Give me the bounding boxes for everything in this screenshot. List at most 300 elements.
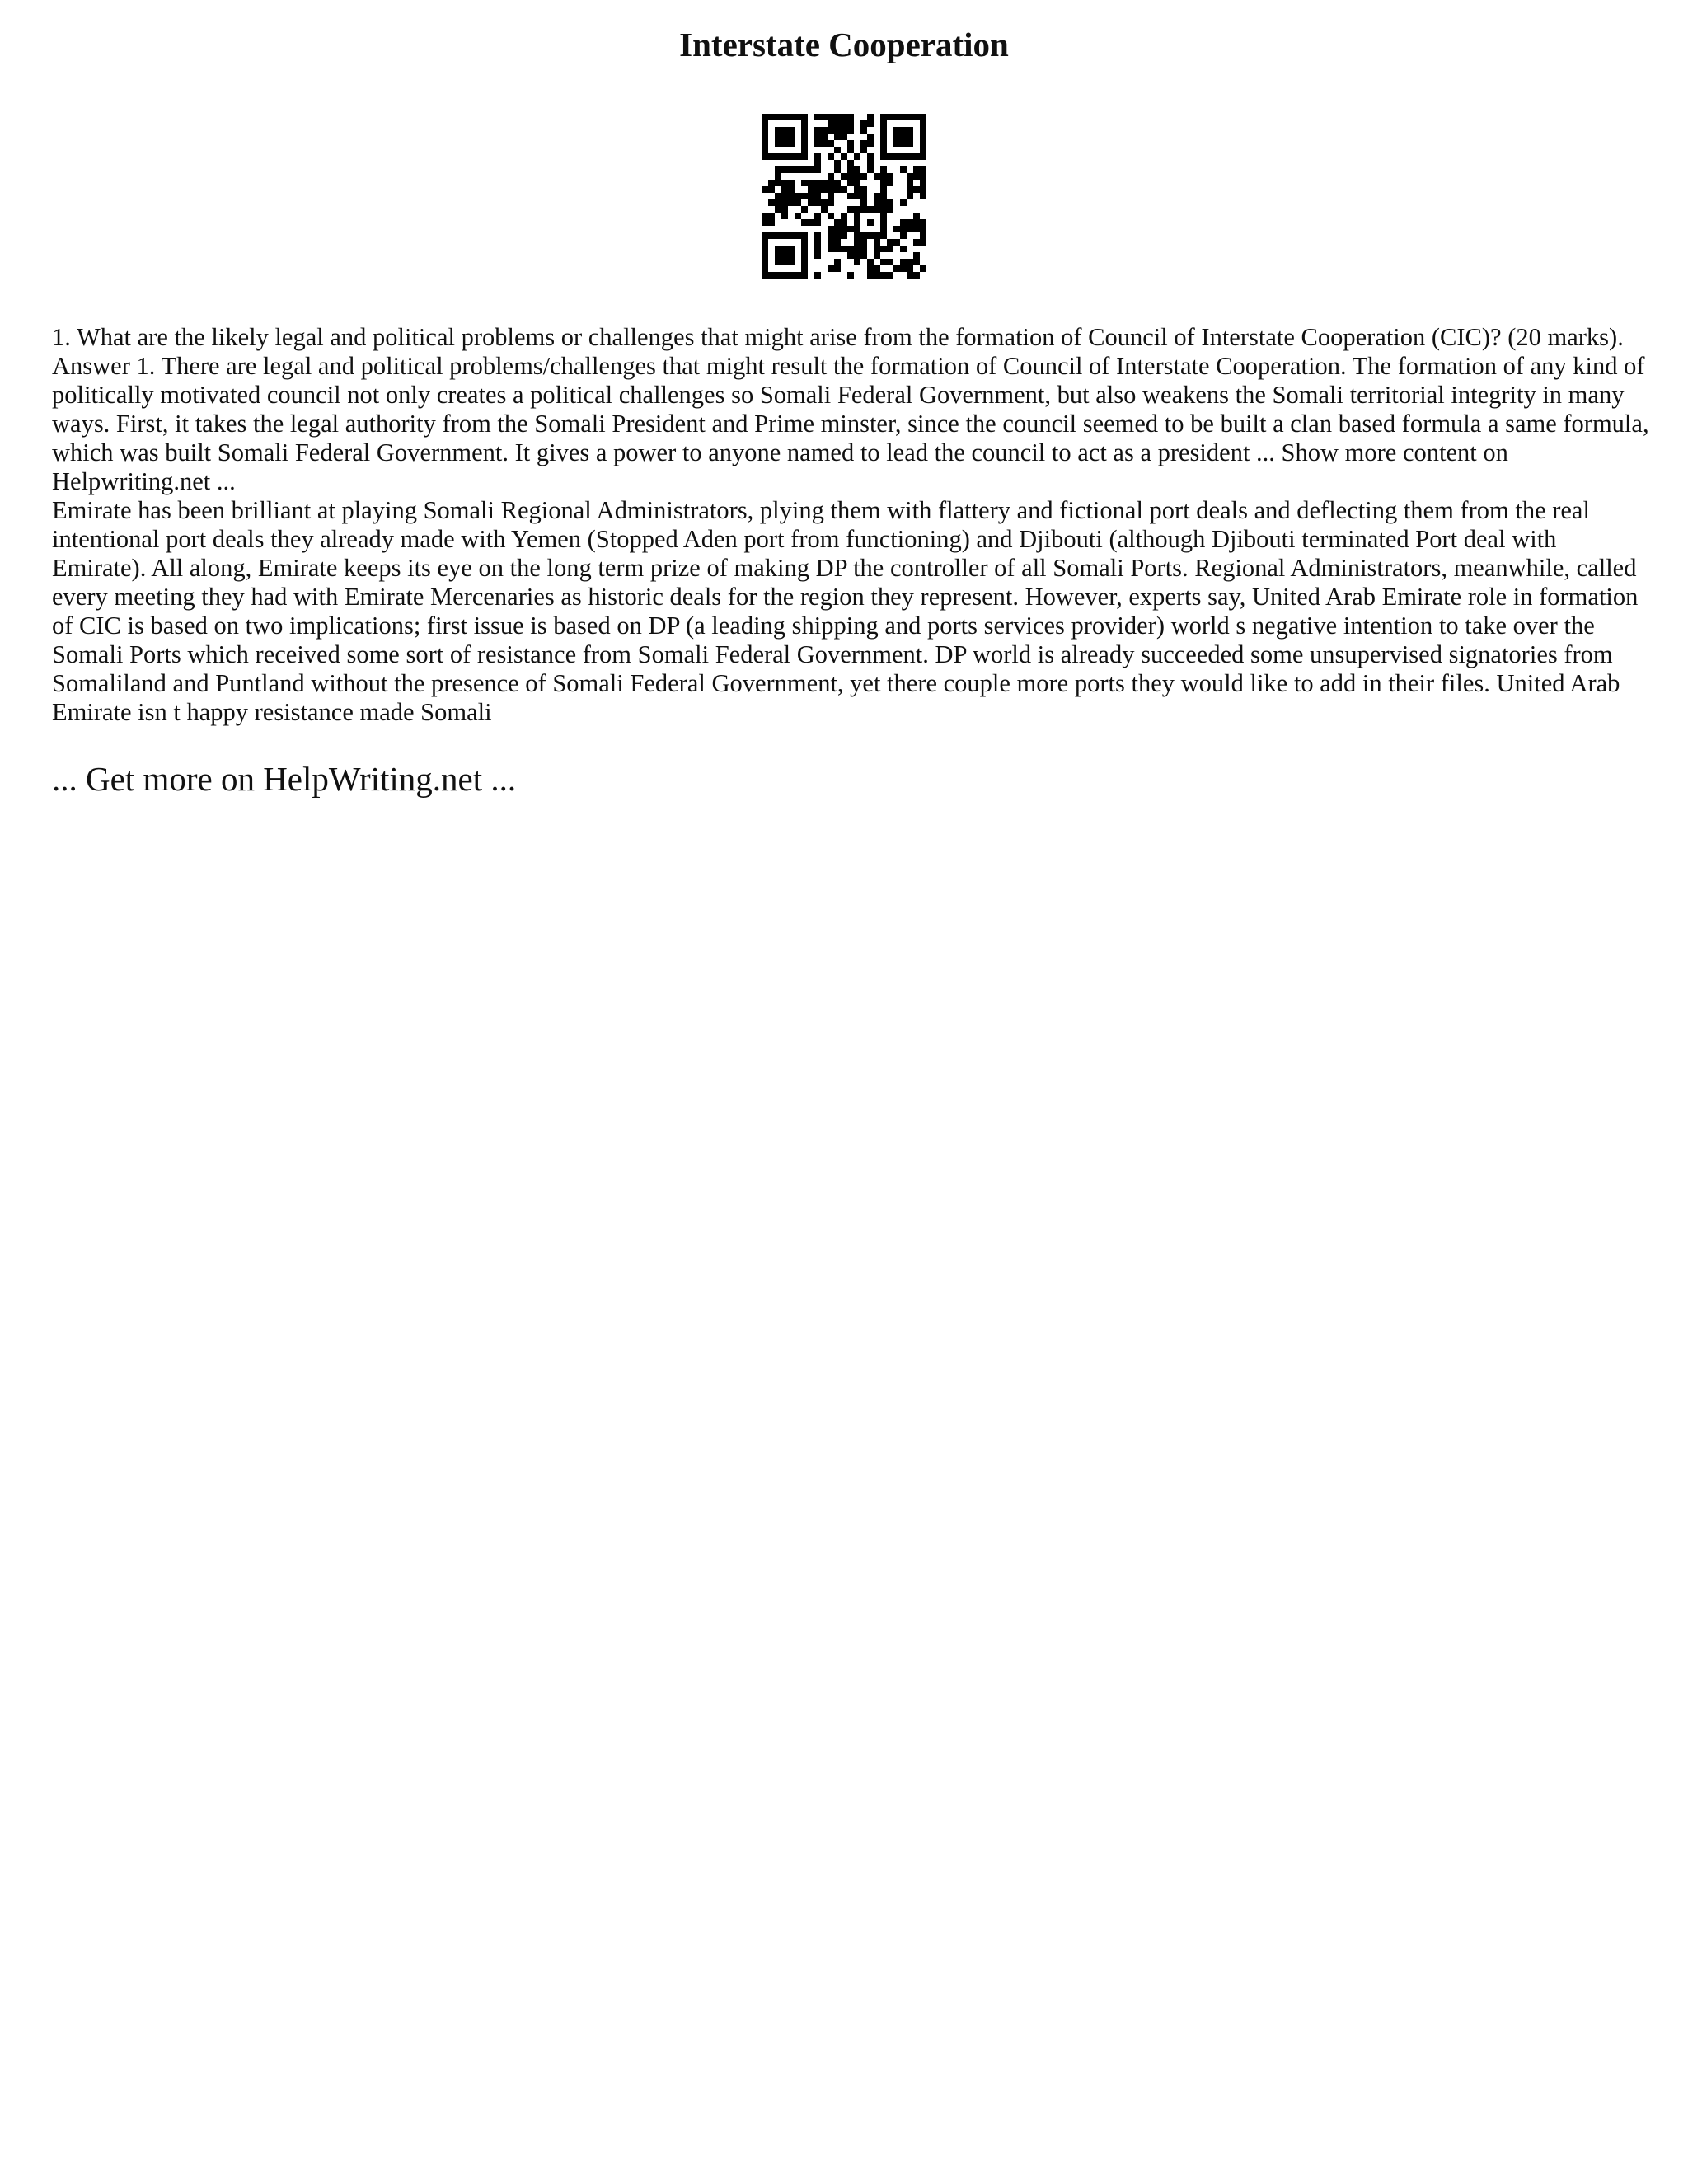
qr-module (874, 206, 880, 213)
qr-module (788, 186, 795, 193)
qr-module (768, 219, 775, 226)
qr-module (801, 265, 808, 272)
qr-module (867, 232, 874, 239)
qr-module (920, 147, 926, 153)
qr-module (795, 232, 801, 239)
qr-module (847, 120, 854, 127)
qr-module (867, 206, 874, 213)
qr-module (828, 232, 834, 239)
qr-module (880, 166, 887, 173)
qr-module (887, 272, 893, 279)
qr-module (874, 193, 880, 199)
qr-module (814, 160, 821, 166)
qr-module (788, 193, 795, 199)
qr-module (801, 206, 808, 213)
qr-module (854, 186, 860, 193)
qr-module (775, 232, 781, 239)
qr-module (821, 127, 828, 134)
qr-module (762, 265, 768, 272)
qr-module (795, 272, 801, 279)
qr-module (828, 180, 834, 186)
qr-module (854, 193, 860, 199)
qr-module (913, 213, 920, 219)
qr-module (900, 166, 907, 173)
qr-module (801, 259, 808, 265)
qr-module (920, 180, 926, 186)
qr-module (880, 114, 887, 120)
qr-module (867, 219, 874, 226)
qr-module (814, 239, 821, 246)
qr-module (814, 246, 821, 252)
qr-module (854, 166, 860, 173)
qr-module (887, 180, 893, 186)
qr-module (887, 206, 893, 213)
qr-module (781, 206, 788, 213)
qr-module (841, 153, 847, 160)
qr-module (847, 140, 854, 147)
qr-module (913, 252, 920, 259)
qr-module (814, 140, 821, 147)
qr-module (867, 166, 874, 173)
qr-module (781, 252, 788, 259)
qr-module (874, 239, 880, 246)
qr-module (913, 186, 920, 193)
qr-module (762, 127, 768, 134)
qr-module (920, 219, 926, 226)
qr-module (847, 114, 854, 120)
qr-module (788, 180, 795, 186)
qr-module (775, 153, 781, 160)
qr-module (880, 147, 887, 153)
qr-module (828, 199, 834, 206)
qr-module (781, 232, 788, 239)
qr-module (795, 114, 801, 120)
qr-module (768, 114, 775, 120)
qr-module (834, 239, 841, 246)
qr-module (900, 134, 907, 140)
qr-module (781, 140, 788, 147)
qr-module (762, 153, 768, 160)
qr-module (900, 232, 907, 239)
qr-module (874, 272, 880, 279)
qr-module (847, 173, 854, 180)
qr-module (788, 166, 795, 173)
qr-module (762, 120, 768, 127)
qr-module (775, 173, 781, 180)
qr-module (828, 140, 834, 147)
qr-module (907, 173, 913, 180)
qr-module (860, 246, 867, 252)
qr-module (834, 166, 841, 173)
qr-module (788, 114, 795, 120)
qr-module (913, 219, 920, 226)
qr-module (854, 206, 860, 213)
qr-module (880, 199, 887, 206)
qr-module (900, 226, 907, 232)
qr-module (900, 246, 907, 252)
qr-module (854, 219, 860, 226)
qr-module (834, 180, 841, 186)
qr-module (887, 239, 893, 246)
qr-module (834, 134, 841, 140)
qr-module (847, 206, 854, 213)
qr-module (847, 246, 854, 252)
qr-module (854, 226, 860, 232)
qr-module (874, 199, 880, 206)
qr-module (880, 246, 887, 252)
qr-module (880, 153, 887, 160)
qr-module (847, 147, 854, 153)
qr-module (808, 166, 814, 173)
qr-module (907, 265, 913, 272)
qr-module (775, 180, 781, 186)
qr-module (834, 259, 841, 265)
qr-module (893, 140, 900, 147)
qr-module (841, 114, 847, 120)
qr-module (781, 193, 788, 199)
qr-module (860, 252, 867, 259)
qr-module (880, 206, 887, 213)
qr-module (867, 114, 874, 120)
qr-code-icon (762, 114, 926, 279)
qr-module (814, 127, 821, 134)
qr-module (860, 193, 867, 199)
qr-module (860, 232, 867, 239)
qr-module (781, 259, 788, 265)
qr-module (828, 186, 834, 193)
qr-module (860, 206, 867, 213)
qr-module (801, 239, 808, 246)
qr-module (913, 166, 920, 173)
qr-module (814, 213, 821, 219)
qr-module (920, 153, 926, 160)
qr-module (801, 193, 808, 199)
qr-module (828, 246, 834, 252)
qr-module (893, 265, 900, 272)
qr-module (821, 206, 828, 213)
qr-module (874, 246, 880, 252)
qr-module (768, 153, 775, 160)
qr-module (762, 259, 768, 265)
qr-module (854, 239, 860, 246)
qr-module (814, 199, 821, 206)
qr-module (913, 239, 920, 246)
qr-module (795, 153, 801, 160)
qr-module (834, 232, 841, 239)
qr-module (788, 259, 795, 265)
qr-module (814, 186, 821, 193)
qr-module (821, 134, 828, 140)
qr-module (880, 120, 887, 127)
qr-module (821, 199, 828, 206)
qr-module (775, 206, 781, 213)
qr-module (854, 173, 860, 180)
qr-module (762, 239, 768, 246)
qr-module (900, 265, 907, 272)
qr-module (887, 199, 893, 206)
qr-module (768, 272, 775, 279)
qr-module (808, 180, 814, 186)
qr-module (841, 120, 847, 127)
qr-module (788, 272, 795, 279)
qr-module (828, 127, 834, 134)
qr-module (801, 180, 808, 186)
qr-module (814, 252, 821, 259)
qr-module (860, 147, 867, 153)
qr-module (847, 226, 854, 232)
qr-module (788, 153, 795, 160)
qr-module (762, 219, 768, 226)
qr-module (834, 219, 841, 226)
qr-module (795, 166, 801, 173)
qr-module (801, 246, 808, 252)
qr-module (828, 239, 834, 246)
qr-module (907, 153, 913, 160)
qr-module (821, 186, 828, 193)
qr-module (834, 265, 841, 272)
qr-module (775, 193, 781, 199)
qr-module (775, 127, 781, 134)
qr-module (814, 134, 821, 140)
qr-module (867, 134, 874, 140)
qr-module (893, 153, 900, 160)
qr-module (801, 153, 808, 160)
qr-module (801, 127, 808, 134)
qr-module (841, 127, 847, 134)
qr-module (854, 252, 860, 259)
qr-module (814, 180, 821, 186)
qr-module (900, 114, 907, 120)
qr-module (762, 252, 768, 259)
qr-module (781, 127, 788, 134)
qr-module (828, 173, 834, 180)
qr-module (867, 153, 874, 160)
qr-module (814, 114, 821, 120)
qr-module (762, 114, 768, 120)
qr-module (880, 186, 887, 193)
qr-module (821, 140, 828, 147)
qr-module (900, 199, 907, 206)
qr-module (920, 134, 926, 140)
qr-module (828, 265, 834, 272)
qr-module (814, 232, 821, 239)
qr-module (808, 193, 814, 199)
qr-module (913, 153, 920, 160)
qr-module (768, 232, 775, 239)
qr-module (913, 173, 920, 180)
qr-module (907, 140, 913, 147)
qr-module (860, 140, 867, 147)
qr-module (775, 259, 781, 265)
qr-module (768, 186, 775, 193)
qr-module (801, 166, 808, 173)
qr-module (854, 246, 860, 252)
qr-module (828, 193, 834, 199)
qr-module (828, 114, 834, 120)
qr-module (788, 134, 795, 140)
qr-module (801, 272, 808, 279)
qr-module (874, 232, 880, 239)
qr-module (768, 199, 775, 206)
qr-module (768, 213, 775, 219)
qr-module (841, 134, 847, 140)
qr-module (913, 259, 920, 265)
qr-module (867, 265, 874, 272)
qr-module (781, 272, 788, 279)
qr-module (907, 219, 913, 226)
qr-module (893, 239, 900, 246)
qr-module (788, 140, 795, 147)
qr-module (781, 186, 788, 193)
qr-module (801, 232, 808, 239)
qr-module (814, 153, 821, 160)
qr-module (808, 199, 814, 206)
qr-module (847, 180, 854, 186)
qr-module (860, 186, 867, 193)
qr-module (788, 199, 795, 206)
qr-module (854, 213, 860, 219)
qr-module (854, 180, 860, 186)
qr-module (860, 120, 867, 127)
qr-module (900, 259, 907, 265)
qr-module (847, 272, 854, 279)
qr-module (834, 246, 841, 252)
qr-module (775, 134, 781, 140)
qr-module (880, 140, 887, 147)
qr-module (781, 213, 788, 219)
qr-module (834, 160, 841, 166)
qr-module (867, 140, 874, 147)
qr-module (788, 252, 795, 259)
qr-module (808, 186, 814, 193)
qr-module (867, 160, 874, 166)
get-more-link[interactable]: ... Get more on HelpWriting.net ... (52, 760, 517, 798)
qr-module (841, 173, 847, 180)
qr-module (762, 186, 768, 193)
qr-module (860, 127, 867, 134)
qr-module (834, 114, 841, 120)
qr-module (814, 219, 821, 226)
qr-module (828, 226, 834, 232)
qr-module (821, 180, 828, 186)
qr-module (762, 246, 768, 252)
qr-module (860, 199, 867, 206)
qr-module (913, 226, 920, 232)
qr-module (781, 199, 788, 206)
qr-module (762, 213, 768, 219)
qr-module (913, 272, 920, 279)
qr-module (781, 153, 788, 160)
qr-module (920, 120, 926, 127)
qr-module (880, 127, 887, 134)
qr-module (887, 173, 893, 180)
qr-module (880, 272, 887, 279)
qr-module (880, 226, 887, 232)
page-title: Interstate Cooperation (679, 26, 1009, 63)
qr-module (841, 246, 847, 252)
qr-module (907, 193, 913, 199)
qr-module (847, 252, 854, 259)
qr-module (781, 134, 788, 140)
qr-module (867, 259, 874, 265)
qr-module (781, 166, 788, 173)
qr-module (880, 173, 887, 180)
qr-module (788, 232, 795, 239)
qr-module (847, 166, 854, 173)
qr-module (900, 140, 907, 147)
qr-module (887, 153, 893, 160)
qr-module (814, 166, 821, 173)
qr-module (834, 127, 841, 134)
qr-module (834, 226, 841, 232)
qr-module (867, 120, 874, 127)
qr-module (874, 173, 880, 180)
qr-module (795, 193, 801, 199)
qr-module (801, 252, 808, 259)
qr-module (880, 180, 887, 186)
qr-module (887, 246, 893, 252)
paragraph-emirate: Emirate has been brilliant at playing Somali Regional Administrators, plying them with flattery and fictional port deals and deflecting them from the real intentional port deals they already made with Yemen (Stopped Aden port from functioning) and Djibouti (although Djibouti terminated Port deal with Emirate). All along, Emirate keeps its eye on the long term prize of making DP the controller of all Somali Ports. Regional Administrators, meanwhile, called every meeting they had with Emirate Mercenaries as historic deals for the region they represent. However, experts say, United Arab Emirate role in formation of CIC is based on two implications; first issue is based on DP (a leading shipping and ports services provider) world s negative intention to take over the Somali Ports which received some sort of resistance from Somali Federal Government. DP world is already succeeded some unsupervised signatories from Somaliland and Puntland without the presence of Somali Federal Government, yet there couple more ports they would like to add in their files. United Arab Emirate isn t happy resistance made Somali (52, 496, 1639, 726)
qr-module (887, 259, 893, 265)
qr-module (808, 219, 814, 226)
qr-module (841, 186, 847, 193)
qr-module (841, 219, 847, 226)
qr-module (762, 140, 768, 147)
qr-module (854, 232, 860, 239)
qr-module (828, 120, 834, 127)
qr-module (907, 127, 913, 134)
qr-module (900, 127, 907, 134)
qr-module (907, 134, 913, 140)
qr-module (801, 134, 808, 140)
qr-module (880, 232, 887, 239)
paragraph-question-answer: 1. What are the likely legal and political problems or challenges that might arise from the formation of Council of Interstate Cooperation (CIC)? (20 marks). Answer 1. There are legal and political problems/challenges that might result the formation of Council of Interstate Cooperation. The formation of any kind of politically motivated council not only creates a political challenges so Somali Federal Government, but also weakens the Somali territorial integrity in many ways. First, it takes the legal authority from the Somali President and Prime minster, since the council seemed to be built a clan based formula a same formula, which was built Somali Federal Government. It gives a power to anyone named to lead the council to act as a president ... Show more content on Helpwriting.net ... (52, 323, 1649, 495)
qr-module (907, 186, 913, 193)
qr-module (907, 114, 913, 120)
qr-module (801, 140, 808, 147)
qr-module (900, 219, 907, 226)
qr-module (847, 127, 854, 134)
qr-module (775, 199, 781, 206)
qr-module (762, 134, 768, 140)
qr-module (801, 120, 808, 127)
qr-module (821, 114, 828, 120)
qr-module (814, 272, 821, 279)
qr-module (920, 232, 926, 239)
qr-module (920, 127, 926, 134)
qr-module (920, 239, 926, 246)
qr-module (847, 160, 854, 166)
qr-module (781, 180, 788, 186)
qr-module (768, 180, 775, 186)
qr-module (762, 272, 768, 279)
qr-module (828, 213, 834, 219)
qr-module (893, 114, 900, 120)
qr-module (781, 246, 788, 252)
qr-module (775, 140, 781, 147)
qr-module (907, 272, 913, 279)
qr-module (854, 153, 860, 160)
qr-module (920, 173, 926, 180)
qr-module (880, 259, 887, 265)
qr-module (788, 127, 795, 134)
qr-module (841, 226, 847, 232)
qr-module (834, 186, 841, 193)
qr-module (828, 153, 834, 160)
qr-module (880, 219, 887, 226)
qr-module (801, 219, 808, 226)
qr-module (880, 134, 887, 140)
